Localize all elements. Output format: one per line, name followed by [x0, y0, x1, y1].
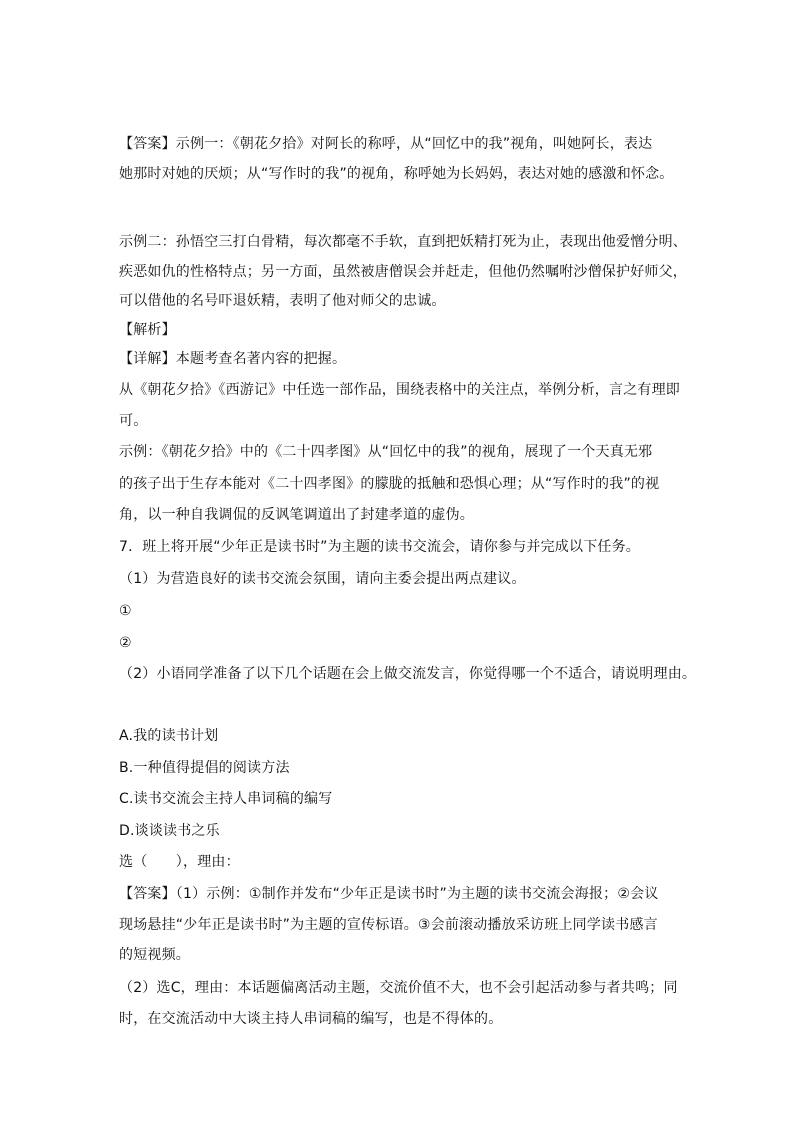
analysis-example-line-3: 角，以一种自我调侃的反讽笔调道出了封建孝道的虚伪。	[119, 507, 474, 523]
answer-blank-1: ①	[119, 603, 132, 619]
question-7-part-2: （2）小语同学准备了以下几个话题在会上做交流发言，你觉得哪一个不适合，请说明理由。	[119, 666, 697, 682]
analysis-line-1: 从《朝花夕拾》《西游记》中任选一部作品，围绕表格中的关注点，举例分析，言之有理即	[119, 382, 680, 398]
answer-7-line-4: （2）选C，理由：本话题偏离活动主题，交流价值不大，也不会引起活动参与者共鸣；同	[119, 980, 678, 996]
answer-7-line-2: 现场悬挂“少年正是读书时”为主题的宣传标语。③会前滚动播放采访班上同学读书感言	[119, 917, 658, 933]
option-b: B.一种值得提倡的阅读方法	[119, 760, 290, 776]
example-two-line-1: 示例二：孙悟空三打白骨精，每次都毫不手软，直到把妖精打死为止，表现出他爱憎分明、	[119, 234, 687, 250]
question-7-part-1: （1）为营造良好的读书交流会氛围，请向主委会提出两点建议。	[119, 571, 526, 587]
analysis-line-2: 可。	[119, 413, 148, 429]
answer-line-2: 她那时对她的厌烦；从“写作时的我”的视角，称呼她为长妈妈，表达对她的感激和怀念。	[119, 166, 674, 182]
answer-blank-2: ②	[119, 635, 132, 651]
answer-line-1: 【答案】示例一：《朝花夕拾》对阿长的称呼，从“回忆中的我”视角，叫她阿长，表达	[119, 136, 653, 152]
example-two-line-2: 疾恶如仇的性格特点；另一方面，虽然被唐僧误会并赶走，但他仍然嘱咐沙僧保护好师父，	[119, 264, 687, 280]
analysis-example-line-2: 的孩子出于生存本能对《二十四孝图》的朦胧的抵触和恐惧心理；从“写作时的我”的视	[119, 476, 660, 492]
question-7: 7．班上将开展“少年正是读书时”为主题的读书交流会，请你参与并完成以下任务。	[119, 539, 641, 555]
option-c: C.读书交流会主持人串词稿的编写	[119, 791, 333, 807]
example-two-line-3: 可以借他的名号吓退妖精，表明了他对师父的忠诚。	[119, 293, 446, 309]
detail-line: 【详解】本题考查名著内容的把握。	[119, 351, 347, 367]
option-d: D.谈谈读书之乐	[119, 823, 220, 839]
answer-7-line-1: 【答案】（1）示例：①制作并发布“少年正是读书时”为主题的读书交流会海报；②会议	[119, 886, 659, 902]
answer-7-line-5: 时，在交流活动中大谈主持人串词稿的编写，也是不得体的。	[119, 1011, 503, 1027]
analysis-example-line-1: 示例：《朝花夕拾》中的《二十四孝图》从“回忆中的我”的视角，展现了一个天真无邪	[119, 444, 653, 460]
choice-and-reason-prompt: 选（ ），理由：	[119, 854, 240, 870]
analysis-heading: 【解析】	[119, 322, 176, 338]
option-a: A.我的读书计划	[119, 728, 219, 744]
answer-7-line-3: 的短视频。	[119, 947, 190, 963]
